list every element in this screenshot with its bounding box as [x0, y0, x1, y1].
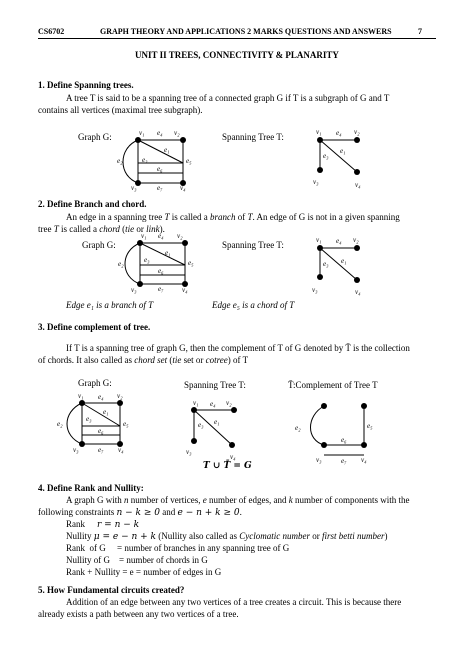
q1g-e1: e₁ — [164, 146, 170, 154]
q3-line1: If T is a spanning tree of graph G, then the complement of T of G denoted by T̄ is the collection — [66, 343, 410, 353]
nullity-row: Nullity μ = e − n + k (Nullity also called as Cyclomatic number or first betti number) — [66, 531, 388, 542]
q1t-v1: v₁ — [316, 128, 322, 136]
q3-complement — [311, 406, 365, 455]
q3c-e2: e₂ — [295, 424, 301, 432]
q3g-e2: e₂ — [57, 420, 63, 428]
header-title: GRAPH THEORY AND APPLICATIONS 2 MARKS QUESTIONS AND ANSWERS — [100, 27, 392, 36]
q5-line2: already exists a path between any two vertices of a tree. — [38, 609, 239, 619]
q3c-e7: e₇ — [341, 457, 347, 465]
q1t-e1: e₁ — [340, 147, 346, 155]
q3-graph-label: Graph G: — [78, 378, 112, 388]
q2t-e1: e₁ — [341, 257, 347, 265]
q1g-e7: e₇ — [157, 184, 163, 192]
q2-line2: tree T is called a chord (tie or link). — [38, 224, 165, 234]
q4-line1: A graph G with n number of vertices, e number of edges, and k number of components with the — [66, 495, 410, 505]
q2g-e7: e₇ — [158, 285, 164, 293]
q3-graph-g — [67, 403, 120, 444]
q1-line2: contains all vertices (maximal tree subgraph). — [38, 105, 203, 115]
q1g-v1: v₁ — [139, 129, 145, 137]
q5-line1: Addition of an edge between any two vertices of a tree creates a circuit. This is because there — [66, 597, 402, 607]
q3g-v2: v₂ — [117, 392, 123, 400]
q3g-e6: e₆ — [98, 427, 104, 435]
q2g-v3: v₃ — [131, 286, 137, 294]
q1-graph-g — [123, 140, 183, 183]
q1t-e3: e₃ — [323, 152, 329, 160]
q5-heading: 5. How Fundamental circuits created? — [38, 585, 185, 595]
q2t-v1: v₁ — [316, 236, 322, 244]
q1g-e5: e₅ — [186, 157, 192, 165]
q3g-v1: v₁ — [78, 392, 84, 400]
q1t-e4: e₄ — [336, 129, 342, 137]
q2g-v1: v₁ — [141, 232, 147, 240]
q3-line2: of chords. It also called as chord set (tie set or cotree) of T — [38, 355, 249, 365]
q3-tree-label: Spanning Tree T: — [184, 380, 246, 390]
q2g-e6: e₆ — [158, 267, 164, 275]
q1g-v2: v₂ — [174, 129, 180, 137]
q2-caption-chord: Edge e₅ is a chord of T — [212, 300, 295, 310]
course-code: CS6702 — [38, 27, 65, 36]
q1-tree-label: Spanning Tree T: — [222, 132, 284, 142]
q2-heading: 2. Define Branch and chord. — [38, 199, 147, 209]
q1g-e3: e₃ — [142, 156, 148, 164]
q2g-v4: v₄ — [182, 286, 188, 294]
q4-line2: following constraints n − k ≥ 0 and e − n + k ≥ 0. — [38, 507, 242, 518]
q3g-e7: e₇ — [98, 446, 104, 454]
q1t-v2: v₂ — [354, 128, 360, 136]
q2-caption-branch: Edge e₁ is a branch of T — [66, 300, 154, 310]
q3g-e1: e₁ — [103, 408, 109, 416]
q2g-e1: e₁ — [165, 249, 171, 257]
q3t-e1: e₁ — [214, 418, 220, 426]
q3c-e5: e₅ — [367, 422, 373, 430]
q3-heading: 3. Define complement of tree. — [38, 322, 151, 332]
q3g-e4: e₄ — [98, 393, 104, 401]
q2-line1: An edge in a spanning tree T is called a branch of T. An edge of G is not in a given spanning — [66, 212, 400, 222]
q2g-e5: e₅ — [188, 259, 194, 267]
q3t-v2: v₂ — [226, 399, 232, 407]
q2g-e3: e₃ — [144, 256, 150, 264]
q1-heading: 1. Define Spanning trees. — [38, 80, 134, 90]
q4-heading: 4. Define Rank and Nullity: — [38, 483, 144, 493]
q1g-e4: e₄ — [157, 129, 163, 137]
q3t-v1: v₁ — [193, 399, 199, 407]
rank-plus-nullity: Rank + Nullity = e = number of edges in G — [66, 567, 222, 577]
q2t-e3: e₃ — [323, 260, 329, 268]
q2t-v2: v₂ — [353, 236, 359, 244]
union-equation: T ∪ T̄ = G — [203, 461, 252, 471]
q1-line1: A tree T is said to be a spanning tree of a connected graph G if T is a subgraph of G and T — [66, 93, 390, 103]
q2-tree-label: Spanning Tree T: — [222, 240, 284, 250]
q3-complement-label: T̄:Complement of Tree T — [288, 380, 378, 390]
q3g-e3: e₃ — [86, 415, 92, 423]
q3c-v3: v₃ — [316, 456, 322, 464]
rank-row: Rank r = n − k — [66, 519, 140, 530]
q2-graph-label: Graph G: — [82, 240, 116, 250]
q1g-v4: v₄ — [180, 184, 186, 192]
q3t-v3: v₃ — [186, 448, 192, 456]
q3g-v3: v₃ — [73, 446, 79, 454]
q1-graph-label: Graph G: — [78, 132, 112, 142]
q1t-v4: v₄ — [355, 181, 361, 189]
q2g-e2: e₂ — [118, 260, 124, 268]
nullity-of-g: Nullity of G = number of chords in G — [66, 555, 208, 565]
q3c-e6: e₆ — [341, 436, 347, 444]
q2g-v2: v₂ — [177, 232, 183, 240]
q2t-v3: v₃ — [312, 286, 318, 294]
q1g-e6: e₆ — [157, 165, 163, 173]
q3t-e3: e₃ — [198, 421, 204, 429]
unit-title: UNIT II TREES, CONNECTIVITY & PLANARITY — [135, 50, 339, 60]
page-number: 7 — [418, 27, 422, 36]
q2-graph-g — [125, 243, 185, 284]
q3c-v4: v₄ — [361, 456, 367, 464]
q3g-v4: v₄ — [118, 446, 124, 454]
q3g-e5: e₅ — [123, 420, 129, 428]
q2g-e4: e₄ — [158, 232, 164, 240]
q3t-e4: e₄ — [210, 400, 216, 408]
q2t-v4: v₄ — [355, 288, 361, 296]
rank-of-g: Rank of G = number of branches in any spanning tree of G — [66, 543, 290, 553]
q2t-e4: e₄ — [336, 237, 342, 245]
q1t-v3: v₃ — [313, 178, 319, 186]
q1g-v3: v₃ — [131, 184, 137, 192]
q1g-e2: e₂ — [117, 157, 123, 165]
q3t-v4: v₄ — [230, 453, 236, 461]
